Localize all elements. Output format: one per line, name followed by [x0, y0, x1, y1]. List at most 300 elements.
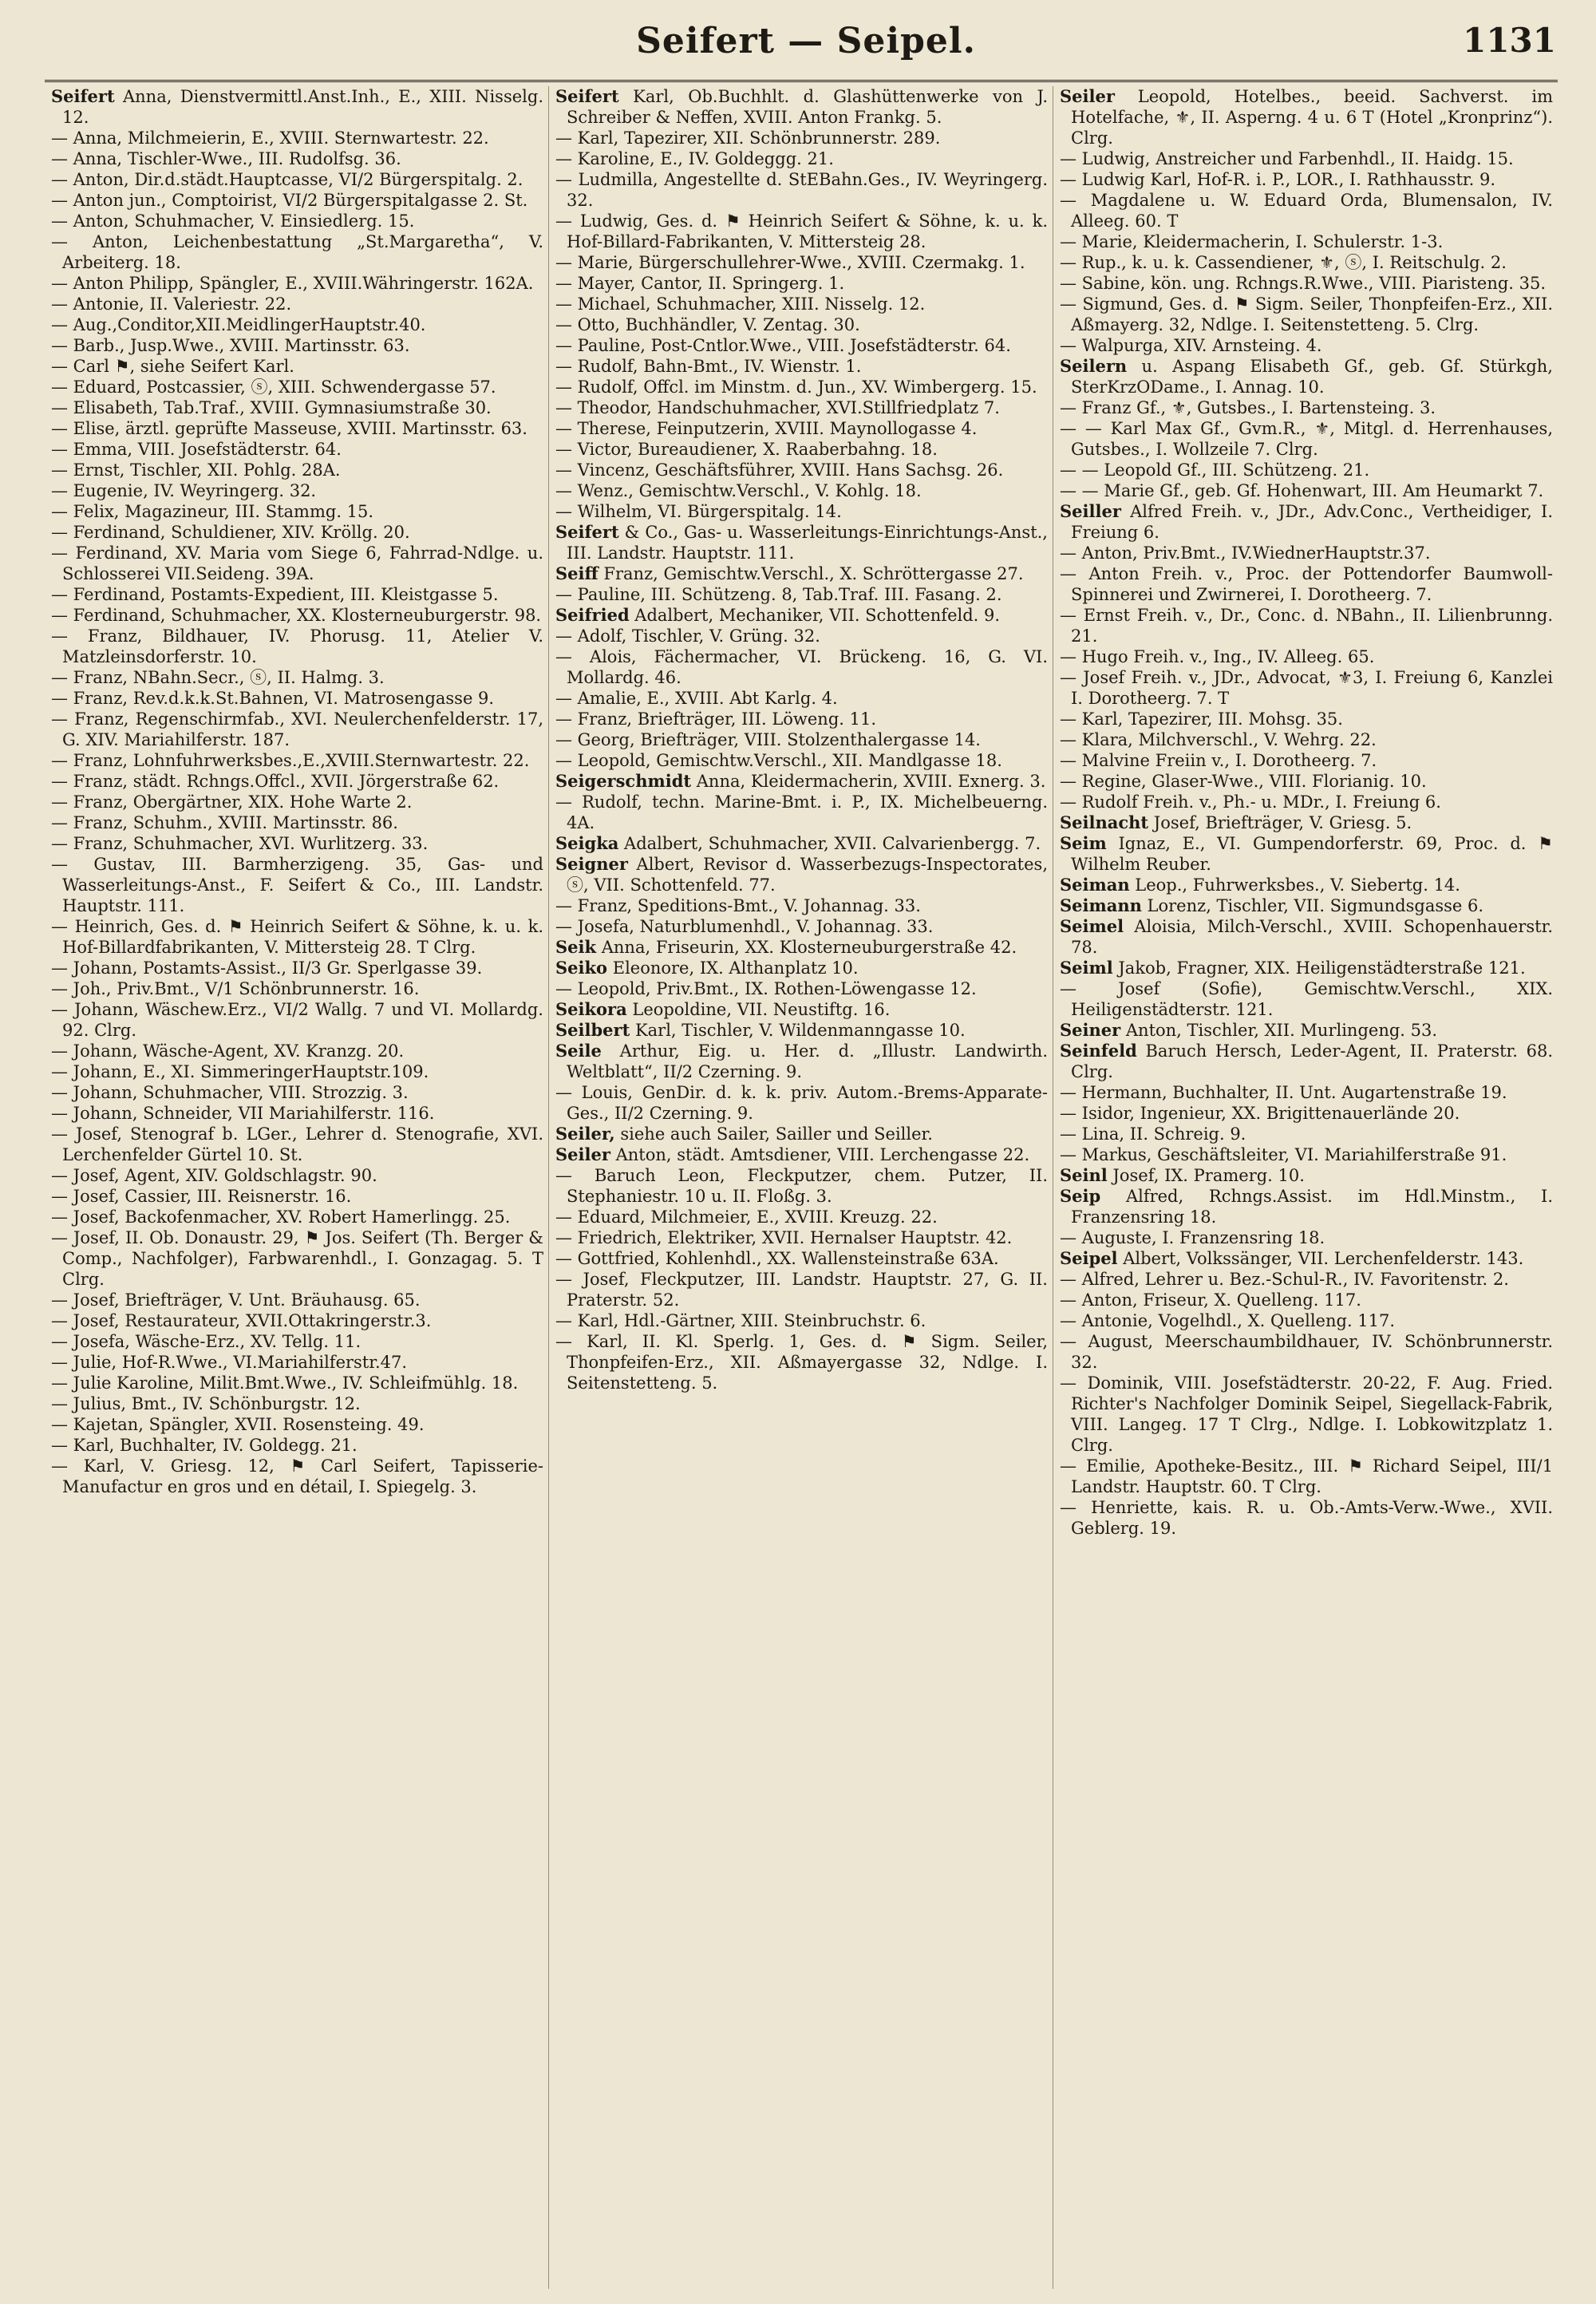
entry-surname: Seifert	[555, 522, 619, 542]
directory-entry	[49, 1186, 543, 1207]
directory-entry	[554, 480, 1048, 501]
entry-text: — Rudolf, Bahn-Bmt., IV. Wienstr. 1.	[555, 357, 862, 376]
directory-entry	[554, 688, 1048, 709]
entry-surname: Seikora	[555, 999, 627, 1019]
directory-entry	[49, 335, 543, 356]
entry-text: — Franz, Lohnfuhrwerksbes.,E.,XVIII.Sternwartestr. 22.	[51, 751, 530, 770]
directory-entry	[49, 812, 543, 833]
directory-entry	[49, 1290, 543, 1310]
directory-entry	[1058, 1020, 1553, 1041]
directory-entry	[49, 626, 543, 667]
entry-text: — Leopold, Priv.Bmt., IX. Rothen-Löwengasse 12.	[555, 979, 977, 998]
entry-text: Franz, Gemischtw.Verschl., X. Schröttergasse 27.	[598, 564, 1024, 583]
entry-surname: Seigka	[555, 833, 619, 853]
entry-text: — Markus, Geschäftsleiter, VI. Mariahilferstraße 91.	[1060, 1145, 1507, 1164]
entry-text: — Georg, Briefträger, VIII. Stolzenthalergasse 14.	[555, 730, 981, 749]
directory-entry	[49, 1456, 543, 1497]
entry-text: — Ernst, Tischler, XII. Pohlg. 28A.	[51, 460, 341, 480]
entry-text: — Josef, Backofenmacher, XV. Robert Hamerlingg. 25.	[51, 1207, 511, 1227]
directory-entry	[49, 771, 543, 792]
entry-text: — Felix, Magazineur, III. Stammg. 15.	[51, 502, 374, 521]
entry-text: & Co., Gas- u. Wasserleitungs-Einrichtungs-Anst., III. Landstr. Hauptstr. 111.	[567, 523, 1048, 563]
directory-entry	[554, 916, 1048, 937]
entry-text: — — Marie Gf., geb. Gf. Hohenwart, III. Am Heumarkt 7.	[1060, 481, 1544, 500]
directory-entry	[1058, 190, 1553, 231]
entry-text: — Karl, Tapezirer, III. Mohsg. 35.	[1060, 709, 1343, 729]
directory-entry	[1058, 543, 1553, 563]
entry-text: — Victor, Bureaudiener, X. Raaberbahng. 18.	[555, 440, 938, 459]
directory-entry	[1058, 875, 1553, 895]
directory-entry	[554, 128, 1048, 148]
entry-text: — Aug.,Conditor,XII.MeidlingerHauptstr.40.	[51, 315, 426, 334]
entry-text: — Johann, E., XI. SimmeringerHauptstr.109.	[51, 1062, 429, 1081]
entry-surname: Seimann	[1060, 895, 1142, 915]
directory-entry	[554, 1041, 1048, 1082]
entry-text: — — Leopold Gf., III. Schützeng. 21.	[1060, 460, 1370, 480]
directory-entry	[49, 1373, 543, 1393]
directory-entry	[1058, 480, 1553, 501]
directory-entry	[1058, 1269, 1553, 1290]
directory-entry	[49, 1061, 543, 1082]
entry-text: Adalbert, Mechaniker, VII. Schottenfeld. 9.	[629, 606, 1001, 625]
entry-surname: Seiman	[1060, 875, 1130, 895]
header-rule	[45, 80, 1558, 82]
entry-surname: Seiler	[555, 1144, 610, 1164]
entry-text: u. Aspang Elisabeth Gf., geb. Gf. Stürkgh, SterKrzODame., I. Annag. 10.	[1071, 357, 1553, 397]
entry-text: — Theodor, Handschuhmacher, XVI.Stillfriedplatz 7.	[555, 398, 1000, 417]
entry-text: Karl, Tischler, V. Wildenmanngasse 10.	[630, 1021, 966, 1040]
entry-text: — Josef, Agent, XIV. Goldschlagstr. 90.	[51, 1166, 377, 1185]
directory-entry	[554, 294, 1048, 314]
entry-text: — Ernst Freih. v., Dr., Conc. d. NBahn., II. Lilienbrunng. 21.	[1060, 606, 1553, 646]
directory-entry	[554, 1207, 1048, 1227]
entry-text: — Ferdinand, Postamts-Expedient, III. Kleistgasse 5.	[51, 585, 499, 604]
directory-entry	[1058, 646, 1553, 667]
directory-entry	[1058, 1227, 1553, 1248]
directory-entry	[1058, 501, 1553, 543]
directory-entry	[49, 148, 543, 169]
entry-text: — Friedrich, Elektriker, XVII. Hernalser Hauptstr. 42.	[555, 1228, 1013, 1247]
directory-entry	[1058, 1373, 1553, 1456]
directory-entry	[1058, 148, 1553, 169]
directory-entry	[49, 273, 543, 294]
entry-surname: Seiner	[1060, 1020, 1121, 1040]
entry-text: — Anton, Schuhmacher, V. Einsiedlerg. 15.	[51, 211, 415, 231]
entry-text: Josef, IX. Pramerg. 10.	[1107, 1166, 1305, 1185]
running-title: Seifert — Seipel.	[636, 21, 976, 61]
entry-text: — Karl, V. Griesg. 12, ⚑ Carl Seifert, Tapisserie-Manufactur en gros und en détail, I. Spiegelg. 3.	[51, 1456, 543, 1496]
entry-text: Karl, Ob.Buchhlt. d. Glashüttenwerke von J. Schreiber & Neffen, XVIII. Anton Frankg. 5.	[567, 87, 1048, 127]
entry-text: — Franz, Schuhm., XVIII. Martinsstr. 86.	[51, 813, 398, 832]
entry-surname: Seiml	[1060, 958, 1113, 978]
entry-text: Alfred Freih. v., JDr., Adv.Conc., Vertheidiger, I. Freiung 6.	[1071, 502, 1553, 542]
directory-entry	[49, 294, 543, 314]
entry-text: — Josef, Briefträger, V. Unt. Bräuhausg. 65.	[51, 1290, 421, 1310]
entry-text: — Josefa, Wäsche-Erz., XV. Tellg. 11.	[51, 1332, 361, 1351]
entry-surname: Seim	[1060, 833, 1107, 853]
entry-text: — Anton, Dir.d.städt.Hauptcasse, VI/2 Bürgerspitalg. 2.	[51, 170, 523, 189]
entry-text: — Franz, Schuhmacher, XVI. Wurlitzerg. 33.	[51, 834, 429, 853]
directory-entry	[49, 916, 543, 958]
directory-entry	[554, 792, 1048, 833]
entry-text: — Dominik, VIII. Josefstädterstr. 20-22, F. Aug. Fried. Richter's Nachfolger Dominik Seipel, Siegellack-Fabrik, VIII. Langeg. 17 T Clrg., Ndlge. I. Lobkowitzplatz 1. Clrg.	[1060, 1373, 1553, 1455]
entry-text: — Eduard, Milchmeier, E., XVIII. Kreuzg. 22.	[555, 1207, 938, 1227]
directory-entry	[49, 1393, 543, 1414]
directory-entry	[49, 314, 543, 335]
directory-entry	[49, 750, 543, 771]
entry-text: — Eduard, Postcassier, ⓢ, XIII. Schwendergasse 57.	[51, 377, 496, 397]
directory-entry	[49, 792, 543, 812]
entry-surname: Seiff	[555, 563, 598, 583]
directory-entry	[554, 522, 1048, 563]
entry-text: — Josef, Cassier, III. Reisnerstr. 16.	[51, 1187, 352, 1206]
directory-entry	[1058, 563, 1553, 605]
directory-entry	[554, 563, 1048, 584]
directory-entry	[1058, 460, 1553, 480]
directory-entry	[554, 1020, 1048, 1041]
directory-entry	[1058, 1082, 1553, 1103]
entry-text: — Anton, Friseur, X. Quelleng. 117.	[1060, 1290, 1361, 1310]
directory-entry	[554, 1269, 1048, 1310]
entry-text: — Ludmilla, Angestellte d. StEBahn.Ges., IV. Weyringerg. 32.	[555, 170, 1048, 210]
directory-entry	[1058, 1290, 1553, 1310]
directory-entry	[554, 709, 1048, 729]
directory-entry	[49, 958, 543, 978]
directory-entry	[1058, 1497, 1553, 1539]
directory-entry	[49, 522, 543, 543]
directory-entry	[49, 1435, 543, 1456]
directory-entry	[49, 460, 543, 480]
directory-entry	[554, 1165, 1048, 1207]
directory-entry	[49, 86, 543, 128]
column-1	[45, 86, 549, 2289]
entry-text: — Emma, VIII. Josefstädterstr. 64.	[51, 440, 342, 459]
directory-entry	[1058, 356, 1553, 397]
directory-entry	[1058, 958, 1553, 978]
directory-entry	[554, 418, 1048, 439]
entry-text: — Karl, Tapezirer, XII. Schönbrunnerstr. 289.	[555, 128, 941, 148]
entry-text: — Franz, Obergärtner, XIX. Hohe Warte 2.	[51, 792, 413, 812]
entry-text: — Rudolf, Offcl. im Minstm. d. Jun., XV. Wimbergerg. 15.	[555, 377, 1037, 397]
directory-entry	[49, 128, 543, 148]
entry-text: — Kajetan, Spängler, XVII. Rosensteing. 49.	[51, 1415, 425, 1434]
directory-entry	[49, 1352, 543, 1373]
entry-surname: Seifert	[51, 86, 115, 106]
entry-text: — Elise, ärztl. geprüfte Masseuse, XVIII. Martinsstr. 63.	[51, 419, 527, 438]
entry-text: — Pauline, III. Schützeng. 8, Tab.Traf. III. Fasang. 2.	[555, 585, 1002, 604]
entry-text: — Franz, Bildhauer, IV. Phorusg. 11, Atelier V. Matzleinsdorferstr. 10.	[51, 626, 543, 666]
directory-entry	[49, 605, 543, 626]
entry-text: — Rudolf, techn. Marine-Bmt. i. P., IX. Michelbeuerng. 4A.	[555, 792, 1048, 832]
entry-text: Leop., Fuhrwerksbes., V. Siebertg. 14.	[1129, 875, 1460, 895]
directory-entry	[1058, 729, 1553, 750]
directory-entry	[49, 480, 543, 501]
entry-surname: Seimel	[1060, 916, 1124, 936]
entry-text: — Ferdinand, Schuhmacher, XX. Klosterneuburgerstr. 98.	[51, 606, 542, 625]
directory-entry	[554, 169, 1048, 211]
entry-text: — Franz, Speditions-Bmt., V. Johannag. 33.	[555, 896, 921, 915]
entry-text: — Anton, Priv.Bmt., IV.WiednerHauptstr.37.	[1060, 543, 1431, 563]
entry-text: — Julius, Bmt., IV. Schönburgstr. 12.	[51, 1394, 361, 1413]
entry-text: — Franz, Regenschirmfab., XVI. Neulerchenfelderstr. 17, G. XIV. Mariahilferstr. 187.	[51, 709, 543, 749]
directory-entry	[1058, 667, 1553, 709]
directory-entry	[49, 1331, 543, 1352]
columns	[45, 86, 1561, 2289]
entry-text: — Ferdinand, XV. Maria vom Siege 6, Fahrrad-Ndlge. u. Schlosserei VII.Seideng. 39A.	[51, 543, 543, 583]
directory-entry	[554, 86, 1048, 128]
directory-entry	[1058, 605, 1553, 646]
entry-text: — Julie Karoline, Milit.Bmt.Wwe., IV. Schleifmühlg. 18.	[51, 1373, 519, 1393]
directory-entry	[554, 397, 1048, 418]
directory-entry	[1058, 771, 1553, 792]
entry-surname: Seilnacht	[1060, 812, 1149, 832]
directory-entry	[554, 626, 1048, 646]
entry-text: — Emilie, Apotheke-Besitz., III. ⚑ Richard Seipel, III/1 Landstr. Hauptstr. 60. T Clrg.	[1060, 1456, 1553, 1496]
entry-text: — Johann, Postamts-Assist., II/3 Gr. Sperlgasse 39.	[51, 958, 483, 978]
entry-text: — Marie, Bürgerschullehrer-Wwe., XVIII. Czermakg. 1.	[555, 253, 1025, 272]
entry-text: — — Karl Max Gf., Gvm.R., ⚜, Mitgl. d. Herrenhauses, Gutsbes., I. Wollzeile 7. Clrg.	[1060, 419, 1553, 459]
entry-text: — Marie, Kleidermacherin, I. Schulerstr. 1-3.	[1060, 232, 1444, 251]
directory-entry	[1058, 418, 1553, 460]
entry-text: — Franz, Rev.d.k.k.St.Bahnen, VI. Matrosengasse 9.	[51, 689, 495, 708]
directory-entry	[554, 771, 1048, 792]
directory-entry	[49, 418, 543, 439]
entry-text: — Johann, Wäschew.Erz., VI/2 Wallg. 7 und VI. Mollardg. 92. Clrg.	[51, 1000, 543, 1040]
entry-text: — Lina, II. Schreig. 9.	[1060, 1124, 1246, 1144]
directory-entry	[1058, 231, 1553, 252]
directory-entry	[1058, 1041, 1553, 1082]
directory-entry	[1058, 169, 1553, 190]
directory-entry	[1058, 1248, 1553, 1269]
entry-text: — Auguste, I. Franzensring 18.	[1060, 1228, 1325, 1247]
entry-surname: Seifried	[555, 605, 630, 625]
page-number: 1131	[1463, 21, 1556, 60]
entry-text: — Josef, Fleckputzer, III. Landstr. Hauptstr. 27, G. II. Praterstr. 52.	[555, 1270, 1048, 1310]
entry-text: — Josef (Sofie), Gemischtw.Verschl., XIX. Heiligenstädterstr. 121.	[1060, 979, 1553, 1019]
directory-entry	[554, 895, 1048, 916]
directory-entry	[49, 978, 543, 999]
entry-text: Aloisia, Milch-Verschl., XVIII. Schopenhauerstr. 78.	[1071, 917, 1553, 957]
directory-entry	[49, 190, 543, 211]
directory-entry	[554, 729, 1048, 750]
entry-surname: Seiler	[1060, 86, 1115, 106]
directory-entry	[554, 750, 1048, 771]
entry-text: — Walpurga, XIV. Arnsteing. 4.	[1060, 336, 1322, 355]
directory-entry	[554, 605, 1048, 626]
entry-text: — Adolf, Tischler, V. Grüng. 32.	[555, 626, 820, 646]
entry-surname: Seile	[555, 1041, 602, 1061]
entry-text: Jakob, Fragner, XIX. Heiligenstädterstraße 121.	[1112, 958, 1526, 978]
entry-text: — Franz, städt. Rchngs.Offcl., XVII. Jörgerstraße 62.	[51, 772, 500, 791]
directory-entry	[49, 231, 543, 273]
entry-text: siehe auch Sailer, Sailler und Seiller.	[614, 1124, 933, 1144]
entry-text: — Antonie, Vogelhdl., X. Quelleng. 117.	[1060, 1311, 1396, 1330]
directory-entry	[49, 854, 543, 916]
entry-text: — Sigmund, Ges. d. ⚑ Sigm. Seiler, Thonpfeifen-Erz., XII. Aßmayerg. 32, Ndlge. I. Seitenstetteng. 5. Clrg.	[1060, 294, 1553, 334]
directory-entry	[554, 501, 1048, 522]
entry-text: — Rup., k. u. k. Cassendiener, ⚜, ⓢ, I. Reitschulg. 2.	[1060, 253, 1507, 272]
entry-text: Ignaz, E., VI. Gumpendorferstr. 69, Proc. d. ⚑ Wilhelm Reuber.	[1071, 834, 1553, 874]
entry-text: — Anton Freih. v., Proc. der Pottendorfer Baumwoll-Spinnerei und Zwirnerei, I. Dorotheerg. 7.	[1060, 564, 1553, 604]
directory-entry	[554, 377, 1048, 397]
directory-entry	[1058, 978, 1553, 1020]
entry-text: — Franz Gf., ⚜, Gutsbes., I. Bartensteing. 3.	[1060, 398, 1436, 417]
entry-text: Anton, städt. Amtsdiener, VIII. Lerchengasse 22.	[610, 1145, 1030, 1164]
directory-entry	[554, 148, 1048, 169]
directory-entry	[1058, 1103, 1553, 1124]
column-2	[549, 86, 1053, 2289]
entry-text: Anna, Dienstvermittl.Anst.Inh., E., XIII. Nisselg. 12.	[62, 87, 543, 127]
directory-entry	[49, 1041, 543, 1061]
entry-text: — Mayer, Cantor, II. Springerg. 1.	[555, 274, 845, 293]
entry-text: — Vincenz, Geschäftsführer, XVIII. Hans Sachsg. 26.	[555, 460, 1004, 480]
entry-text: — Josef Freih. v., JDr., Advocat, ⚜3, I. Freiung 6, Kanzlei I. Dorotheerg. 7. T	[1060, 668, 1553, 708]
directory-entry	[554, 978, 1048, 999]
directory-entry	[1058, 1456, 1553, 1497]
entry-text: — Pauline, Post-Cntlor.Wwe., VIII. Josefstädterstr. 64.	[555, 336, 1011, 355]
directory-entry	[554, 439, 1048, 460]
directory-entry	[49, 688, 543, 709]
entry-surname: Seifert	[555, 86, 619, 106]
directory-entry	[554, 1144, 1048, 1165]
entry-surname: Seipel	[1060, 1248, 1118, 1268]
directory-entry	[49, 543, 543, 584]
entry-text: — Klara, Milchverschl., V. Wehrg. 22.	[1060, 730, 1377, 749]
directory-entry	[554, 937, 1048, 958]
directory-entry	[1058, 709, 1553, 729]
entry-text: — Magdalene u. W. Eduard Orda, Blumensalon, IV. Alleeg. 60. T	[1060, 191, 1553, 231]
directory-entry	[1058, 86, 1553, 148]
entry-text: — Henriette, kais. R. u. Ob.-Amts-Verw.-Wwe., XVII. Geblerg. 19.	[1060, 1498, 1553, 1538]
entry-text: — Malvine Freiin v., I. Dorotheerg. 7.	[1060, 751, 1377, 770]
entry-text: — Johann, Schneider, VII Mariahilferstr. 116.	[51, 1104, 435, 1123]
entry-text: — Josefa, Naturblumenhdl., V. Johannag. 33.	[555, 917, 934, 936]
entry-text: — Leopold, Gemischtw.Verschl., XII. Mandlgasse 18.	[555, 751, 1002, 770]
entry-text: — Josef, II. Ob. Donaustr. 29, ⚑ Jos. Seifert (Th. Berger & Comp., Nachfolger), Farbwarenhdl., I. Gonzagag. 5. T Clrg.	[51, 1228, 543, 1289]
directory-entry	[554, 1082, 1048, 1124]
entry-text: — Josef, Restaurateur, XVII.Ottakringerstr.3.	[51, 1311, 432, 1330]
entry-text: — Ludwig, Anstreicher und Farbenhdl., II. Haidg. 15.	[1060, 149, 1514, 168]
directory-entry	[554, 833, 1048, 854]
entry-text: — Hermann, Buchhalter, II. Unt. Augartenstraße 19.	[1060, 1083, 1507, 1102]
directory-entry	[554, 1310, 1048, 1331]
directory-entry	[1058, 1124, 1553, 1144]
entry-text: Eleonore, IX. Althanplatz 10.	[607, 958, 859, 978]
entry-text: — Anna, Milchmeierin, E., XVIII. Sternwartestr. 22.	[51, 128, 489, 148]
entry-text: — Anna, Tischler-Wwe., III. Rudolfsg. 36.	[51, 149, 401, 168]
entry-text: — Michael, Schuhmacher, XIII. Nisselg. 12.	[555, 294, 926, 314]
entry-text: — Heinrich, Ges. d. ⚑ Heinrich Seifert & Söhne, k. u. k. Hof-Billardfabrikanten, V. Mittersteig 28. T Clrg.	[51, 917, 543, 957]
page-header	[48, 16, 1564, 73]
entry-text: Josef, Briefträger, V. Griesg. 5.	[1148, 813, 1412, 832]
entry-text: — Ludwig, Ges. d. ⚑ Heinrich Seifert & Söhne, k. u. k. Hof-Billard-Fabrikanten, V. Mittersteig 28.	[555, 211, 1048, 251]
entry-text: — Antonie, II. Valeriestr. 22.	[51, 294, 292, 314]
entry-text: — Alfred, Lehrer u. Bez.-Schul-R., IV. Favoritenstr. 2.	[1060, 1270, 1509, 1289]
directory-entry	[1058, 1310, 1553, 1331]
entry-surname: Seilern	[1060, 356, 1128, 376]
directory-entry	[554, 335, 1048, 356]
entry-text: — Karl, II. Kl. Sperlg. 1, Ges. d. ⚑ Sigm. Seiler, Thonpfeifen-Erz., XII. Aßmayergasse 32, Ndlge. I. Seitenstetteng. 5.	[555, 1332, 1048, 1393]
directory-entry	[49, 397, 543, 418]
entry-text: — Johann, Wäsche-Agent, XV. Kranzg. 20.	[51, 1041, 405, 1061]
entry-text: — Therese, Feinputzerin, XVIII. Maynollogasse 4.	[555, 419, 978, 438]
directory-entry	[49, 1227, 543, 1290]
entry-text: — August, Meerschaumbildhauer, IV. Schönbrunnerstr. 32.	[1060, 1332, 1553, 1372]
directory-entry	[554, 460, 1048, 480]
directory-entry	[554, 1227, 1048, 1248]
directory-entry	[49, 377, 543, 397]
entry-text: — Karl, Buchhalter, IV. Goldegg. 21.	[51, 1436, 358, 1455]
directory-entry	[554, 999, 1048, 1020]
entry-text: — Julie, Hof-R.Wwe., VI.Mariahilferstr.47.	[51, 1353, 408, 1372]
entry-surname: Seiko	[555, 958, 608, 978]
entry-text: — Elisabeth, Tab.Traf., XVIII. Gymnasiumstraße 30.	[51, 398, 492, 417]
directory-entry	[1058, 1331, 1553, 1373]
entry-text: Lorenz, Tischler, VII. Sigmundsgasse 6.	[1141, 896, 1484, 915]
directory-entry	[49, 584, 543, 605]
entry-text: — Isidor, Ingenieur, XX. Brigittenauerlände 20.	[1060, 1104, 1460, 1123]
directory-entry	[554, 958, 1048, 978]
directory-entry	[1058, 895, 1553, 916]
directory-entry	[49, 211, 543, 231]
entry-text: — Karl, Hdl.-Gärtner, XIII. Steinbruchstr. 6.	[555, 1311, 926, 1330]
directory-entry	[554, 646, 1048, 688]
directory-entry	[554, 584, 1048, 605]
entry-text: — Anton Philipp, Spängler, E., XVIII.Währingerstr. 162A.	[51, 274, 534, 293]
entry-text: — Carl ⚑, siehe Seifert Karl.	[51, 357, 294, 376]
directory-entry	[1058, 397, 1553, 418]
directory-entry	[1058, 335, 1553, 356]
directory-entry	[554, 1331, 1048, 1393]
directory-entry	[1058, 833, 1553, 875]
entry-text: — Anton jun., Comptoirist, VI/2 Bürgerspitalgasse 2. St.	[51, 191, 528, 210]
directory-entry	[49, 667, 543, 688]
entry-text: — Sabine, kön. ung. Rchngs.R.Wwe., VIII. Piaristeng. 35.	[1060, 274, 1547, 293]
directory-entry	[554, 211, 1048, 252]
entry-text: — Regine, Glaser-Wwe., VIII. Florianig. 10.	[1060, 772, 1427, 791]
entry-text: Arthur, Eig. u. Her. d. „Illustr. Landwirth. Weltblatt“, II/2 Czerning. 9.	[567, 1041, 1048, 1081]
entry-text: Anton, Tischler, XII. Murlingeng. 53.	[1120, 1021, 1438, 1040]
directory-entry	[1058, 812, 1553, 833]
directory-entry	[49, 1207, 543, 1227]
entry-text: — Karoline, E., IV. Goldeggg. 21.	[555, 149, 834, 168]
entry-text: — Johann, Schuhmacher, VIII. Strozzig. 3.	[51, 1083, 409, 1102]
entry-surname: Seinfeld	[1060, 1041, 1137, 1061]
directory-entry	[554, 854, 1048, 895]
entry-text: — Rudolf Freih. v., Ph.- u. MDr., I. Freiung 6.	[1060, 792, 1441, 812]
directory-entry	[554, 273, 1048, 294]
entry-text: — Hugo Freih. v., Ing., IV. Alleeg. 65.	[1060, 647, 1375, 666]
directory-entry	[1058, 1165, 1553, 1186]
directory-entry	[554, 1248, 1048, 1269]
directory-entry	[554, 1124, 1048, 1144]
directory-entry	[49, 169, 543, 190]
directory-entry	[49, 1103, 543, 1124]
entry-text: — Gottfried, Kohlenhdl., XX. Wallensteinstraße 63A.	[555, 1249, 999, 1268]
entry-text: — Otto, Buchhändler, V. Zentag. 30.	[555, 315, 860, 334]
entry-text: Adalbert, Schuhmacher, XVII. Calvarienbergg. 7.	[618, 834, 1041, 853]
directory-entry	[1058, 273, 1553, 294]
directory-entry	[554, 314, 1048, 335]
entry-surname: Seiller	[1060, 501, 1121, 521]
entry-surname: Seigerschmidt	[555, 771, 692, 791]
entry-text: — Josef, Stenograf b. LGer., Lehrer d. Stenografie, XVI. Lerchenfelder Gürtel 10. St.	[51, 1124, 543, 1164]
directory-entry	[49, 1165, 543, 1186]
entry-surname: Seinl	[1060, 1165, 1108, 1185]
entry-surname: Seigner	[555, 854, 628, 874]
entry-text: — Wilhelm, VI. Bürgerspitalg. 14.	[555, 502, 842, 521]
entry-text: — Alois, Fächermacher, VI. Brückeng. 16, G. VI. Mollardg. 46.	[555, 647, 1048, 687]
